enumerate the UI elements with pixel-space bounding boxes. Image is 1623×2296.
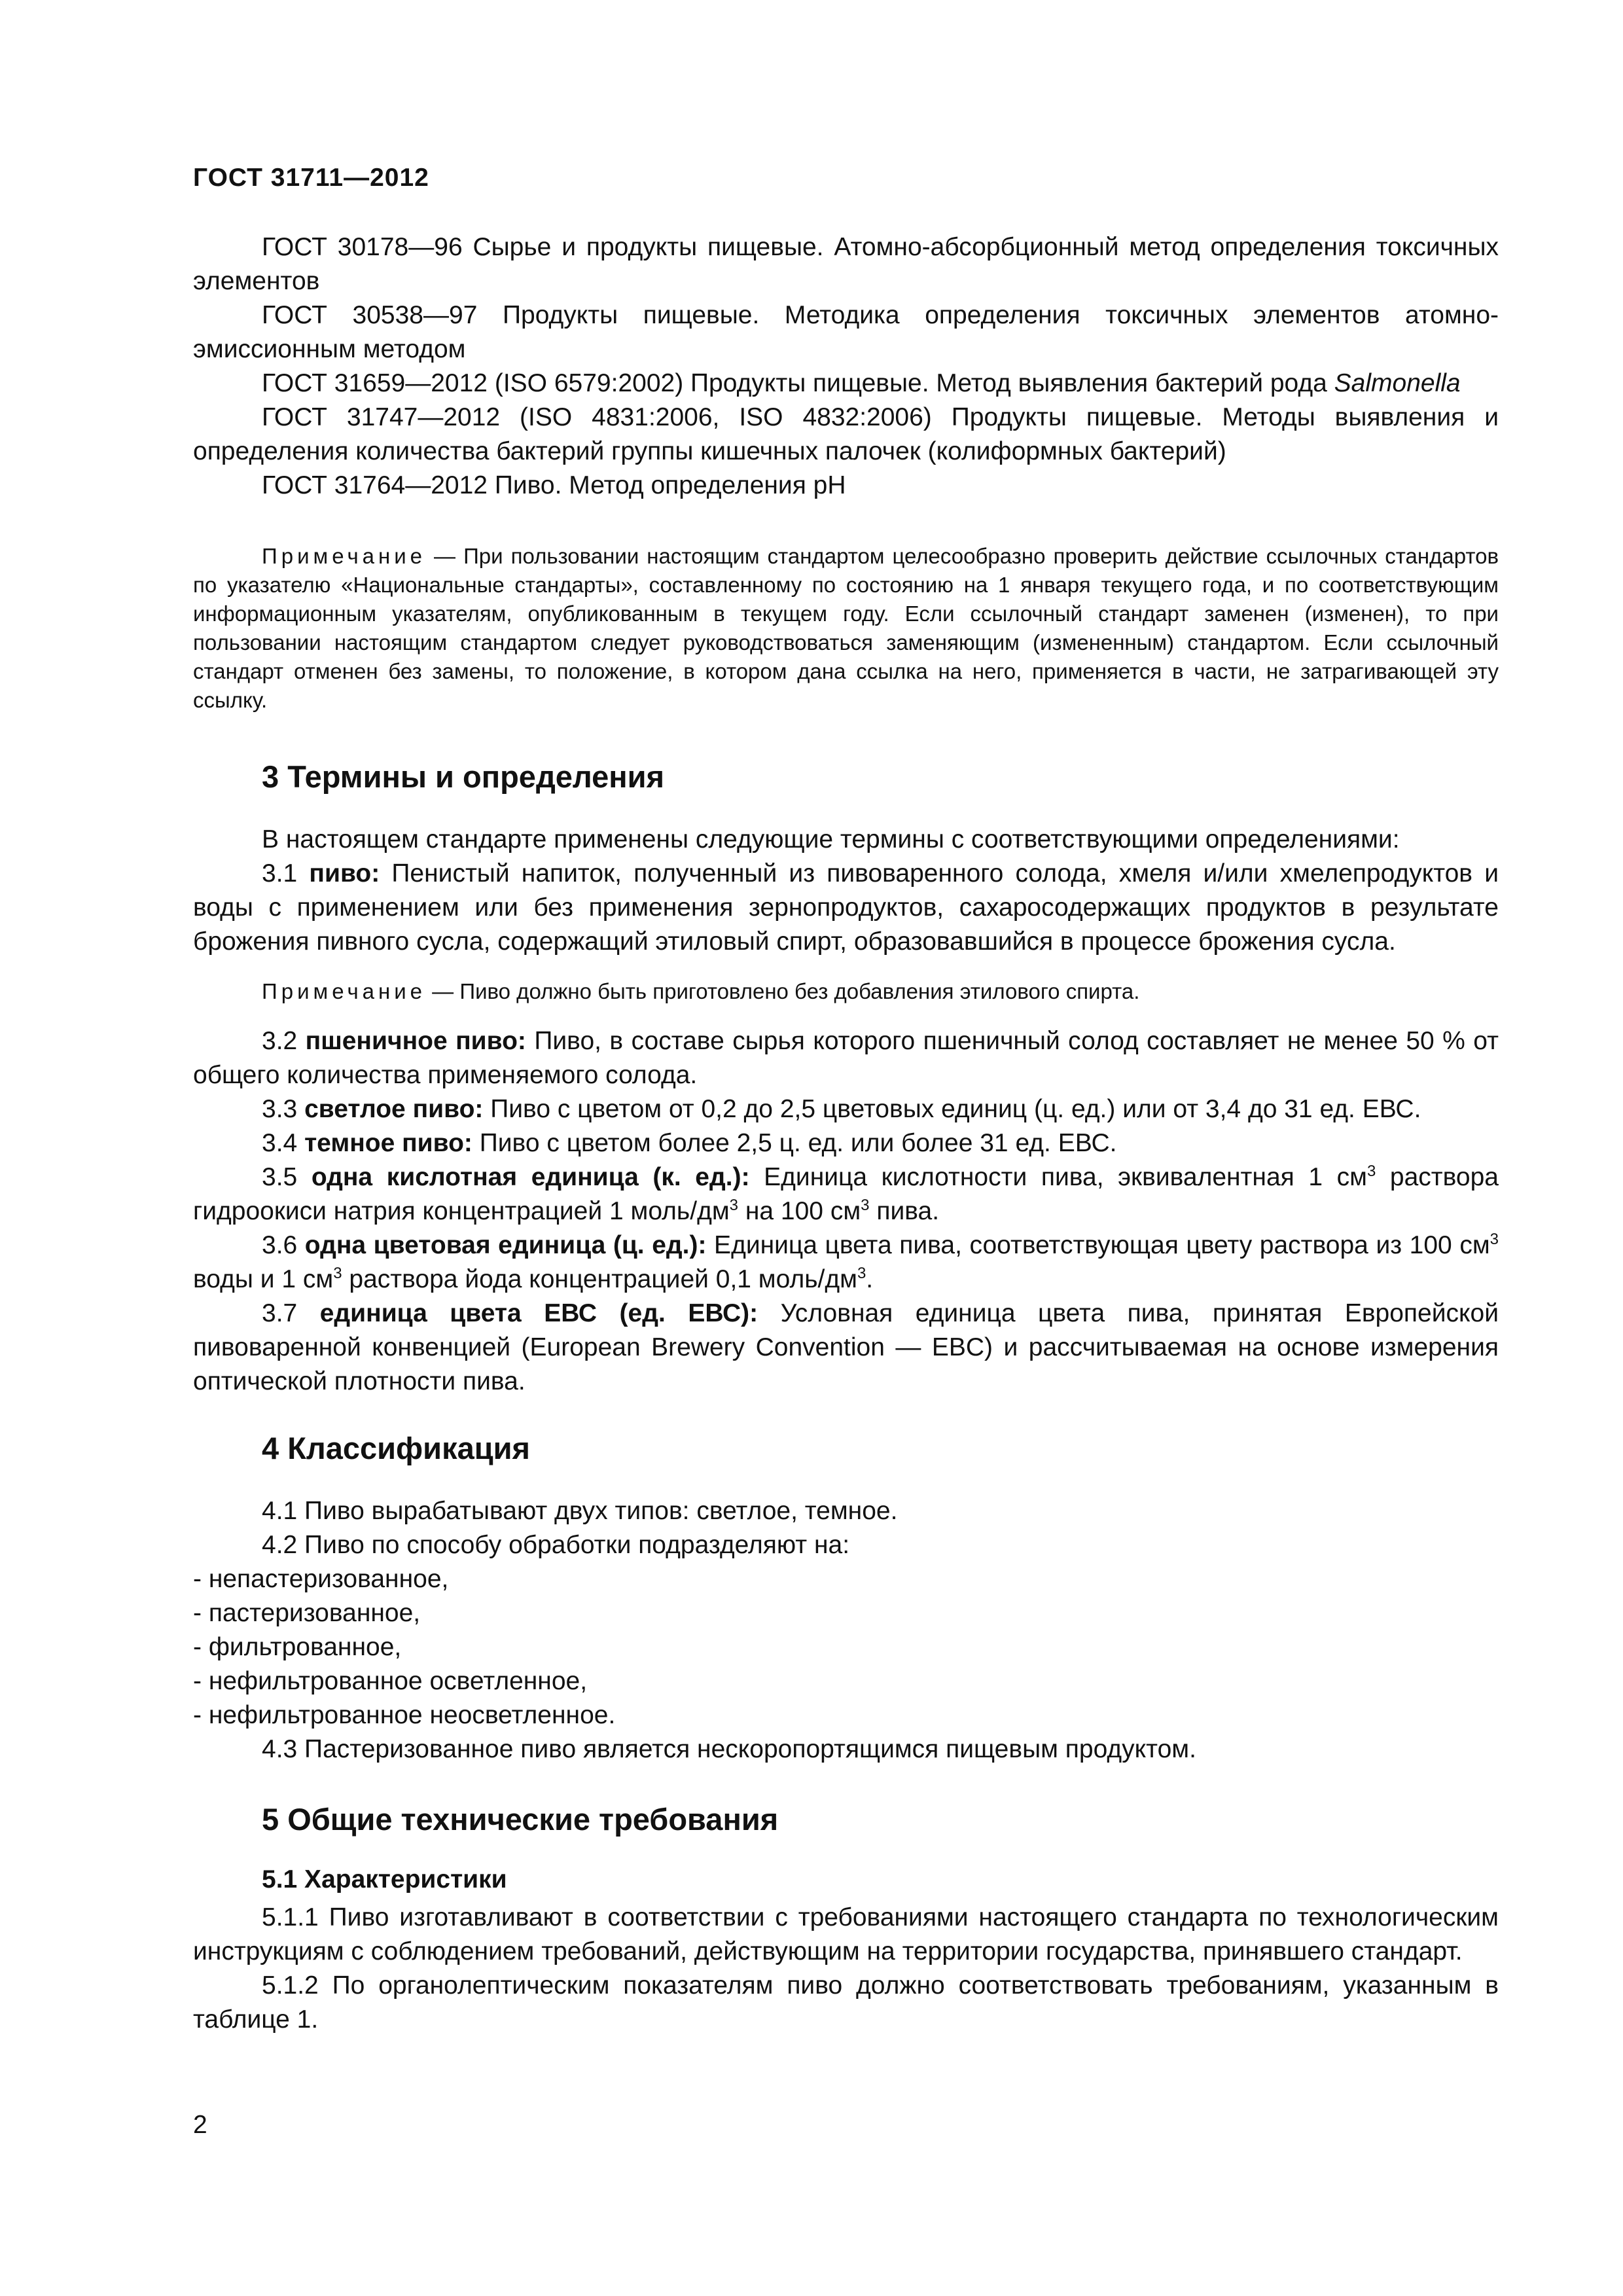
reference-item: ГОСТ 31659—2012 (ISO 6579:2002) Продукты пищевые. Метод выявления бактерий рода Salmonella xyxy=(262,369,1461,397)
page-number: 2 xyxy=(193,2111,207,2139)
clause-4-1: 4.1 Пиво вырабатывают двух типов: светлое, темное. xyxy=(262,1497,898,1525)
section-3-title: 3 Термины и определения xyxy=(262,759,664,794)
section-3-intro: В настоящем стандарте применены следующие термины с соответствующими определениями: xyxy=(262,825,1400,853)
document-header: ГОСТ 31711—2012 xyxy=(193,164,429,192)
list-item: - нефильтрованное осветленное, xyxy=(193,1667,588,1695)
term-3-5: 3.5 одна кислотная единица (к. ед.): Единица кислотности пива, эквивалентная 1 $см^3$ раствора гидроокиси натрия концентрацией 1 моль/$дм^3$ на 100 $см^3$ пива. xyxy=(193,1162,1499,1225)
list-item: - пастеризованное, xyxy=(193,1599,421,1627)
reference-item: ГОСТ 30178—96 Сырье и продукты пищевые. Атомно-абсорбционный метод определения токсичных элементов xyxy=(193,233,1499,295)
term-3-4: 3.4 темное пиво: Пиво с цветом более 2,5 ц. ед. или более 31 ед. ЕВС. xyxy=(262,1129,1117,1157)
section-4 xyxy=(193,1429,1499,1767)
clause-4-3: 4.3 Пастеризованное пиво является нескоропортящимся пищевым продуктом. xyxy=(262,1735,1196,1763)
subsection-5-1-title: 5.1 Характеристики xyxy=(262,1865,507,1893)
reference-item: ГОСТ 31764—2012 Пиво. Метод определения pH xyxy=(262,471,846,499)
clause-5-1-1: 5.1.1 Пиво изготавливают в соответствии с требованиями настоящего стандарта по технологическим инструкциям с соблюдением требований, действующим на территории государства, принявшего стандарт. xyxy=(193,1903,1499,1965)
term-3-7: 3.7 единица цвета ЕВС (ед. ЕВС): Условная единица цвета пива, принятая Европейской пивоваренной конвенцией (European Brewery Convention — EBC) и рассчитываемая на основе измерения оптической плотности пива. xyxy=(193,1299,1499,1395)
term-3-3: 3.3 светлое пиво: Пиво с цветом от 0,2 до 2,5 цветовых единиц (ц. ед.) или от 3,4 до 31 ед. ЕВС. xyxy=(262,1095,1421,1123)
clause-4-2: 4.2 Пиво по способу обработки подразделяют на: xyxy=(262,1531,850,1559)
list-item: - фильтрованное, xyxy=(193,1633,402,1661)
term-note: Примечание — Пиво должно быть приготовлено без добавления этилового спирта. xyxy=(262,979,1140,1003)
reference-item: ГОСТ 30538—97 Продукты пищевые. Методика определения токсичных элементов атомно-эмиссионным методом xyxy=(193,301,1499,363)
references-note: Примечание — При пользовании настоящим стандартом целесообразно проверить действие ссылочных стандартов по указателю «Национальные стандарты», составленному по состоянию на 1 января текущего года, и по соответствующим информационным указателям, опубликованным в текущем году. Если ссылочный стандарт заменен (изменен), то при пользовании настоящим стандартом следует руководствоваться заменяющим (измененным) стандартом. Если ссылочный стандарт отменен без замены, то положение, в котором дана ссылка на него, применяется в части, не затрагивающей эту ссылку. xyxy=(193,544,1499,712)
list-item: - непастеризованное, xyxy=(193,1565,449,1593)
term-3-6: 3.6 одна цветовая единица (ц. ед.): Единица цвета пива, соответствующая цвету раствора из 100 $см^3$ воды и 1 $см^3$ раствора йода концентрацией 0,1 моль/$дм^3$. xyxy=(193,1230,1499,1293)
section-4-title: 4 Классификация xyxy=(262,1431,530,1465)
list-item: - нефильтрованное неосветленное. xyxy=(193,1701,616,1729)
section-5 xyxy=(193,1800,1499,2037)
term-3-2: 3.2 пшеничное пиво: Пиво, в составе сырья которого пшеничный солод составляет не менее 50 % от общего количества применяемого солода. xyxy=(193,1027,1499,1089)
reference-item: ГОСТ 31747—2012 (ISO 4831:2006, ISO 4832:2006) Продукты пищевые. Методы выявления и определения количества бактерий группы кишечных палочек (колиформных бактерий) xyxy=(193,403,1499,465)
term-3-1: 3.1 пиво: Пенистый напиток, полученный из пивоваренного солода, хмеля и/или хмелепродуктов и воды с применением или без применения зернопродуктов, сахаросодержащих продуктов в результате брожения пивного сусла, содержащий этиловый спирт, образовавшийся в процессе брожения сусла. xyxy=(193,859,1499,956)
note-label: Примечание xyxy=(262,544,427,568)
section-5-title: 5 Общие технические требования xyxy=(262,1802,779,1837)
section-3 xyxy=(193,757,1499,1399)
normative-references xyxy=(193,230,1499,503)
clause-5-1-2: 5.1.2 По органолептическим показателям пиво должно соответствовать требованиям, указанным в таблице 1. xyxy=(193,1971,1499,2034)
